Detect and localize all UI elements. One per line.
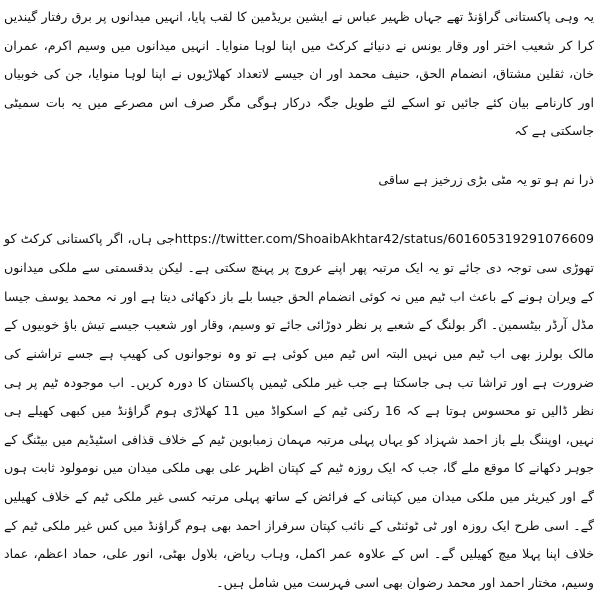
twitter-status-link[interactable]: https://twitter.com/ShoaibAkhtar42/status/601605319291076609 bbox=[174, 231, 594, 247]
paragraph-lead-text: جی ہاں، اگر پاکستانی کرکٹ کو bbox=[4, 230, 175, 246]
poetry-quote: ذرا نم ہو تو یہ مٹی بڑی زرخیز ہے ساقی bbox=[378, 171, 594, 187]
article-paragraph: یہ وہی پاکستانی گراؤنڈ تھے جہاں ظہیر عباس نے ایشین بریڈمین کا لقب پایا، انہیں میدانوں پر برق رفتار گیندیں کرا کر شعیب اختر اور وقار یونس نے دنیائے کرکٹ میں اپنا لوہا منوایا۔ انہیں میدانوں میں وسیم اکرم، عمران خان، ثقلین مشتاق، انضمام الحق، حنیف محمد اور ان جیسے لاتعداد کھلاڑیوں نے اپنا لوہا منوایا، جن کی خوبیاں اور کارنامے بیان کئے جائیں تو اسکے لئے طویل جگہ درکار ہوگی مگر صرف اس مصرعے میں یہ بات سمیٹی جاسکتی ہے کہ bbox=[4, 9, 594, 139]
paragraph-body-text: تھوڑی سی توجہ دی جائے تو یہ ایک مرتبہ پھر اپنے عروج پر پہنچ سکتی ہے۔ لیکن بدقسمتی سے ملکی میدانوں کے ویران ہونے کے باعث اب ٹیم میں نہ کوئی انضمام الحق جیسا بلے باز دکھائی دیتا ہے اور نہ محمد یوسف جیسا مڈل آرڈر بیٹسمین۔ اگر بولنگ کے شعبے پر نظر دوڑائی جائے تو وسیم، وقار اور شعیب جیسے تیش باؤ خوبیوں کے مالک بولرز بھی اب ٹیم میں نہیں البتہ اس ٹیم میں کوئی ہے تو وہ نوجوانوں کی کھیپ ہے جسے تراشنے کی ضرورت ہے اور تراشا تب ہی جاسکتا ہے جب غیر ملکی ٹیمیں پاکستان کا دورہ کریں۔ اب موجودہ ٹیم پر ہی نظر ڈالیں تو محسوس ہوتا ہے کہ 16 رکنی ٹیم کے اسکواڈ میں 11 کھلاڑی ہوم گراؤنڈ میں کبھی کھیلے ہی نہیں، اوپننگ بلے باز احمد شہزاد کو یہاں پہلی مرتبہ مہمان زمبابوین ٹیم کے خلاف قذافی اسٹیڈیم میں بیٹنگ کے جوہر دکھانے کا موقع ملے گا، جب کہ ایک روزہ ٹیم کے کپتان اظہر علی بھی ملکی میدان میں نومولود ثابت ہوں گے اور کیریئر میں ملکی میدان میں کپتانی کے فرائض کے ساتھ پہلی مرتبہ کسی غیر ملکی ٹیم کے خلاف کھیلیں گے۔ اسی طرح ایک روزہ اور ٹی ٹوئنٹی کے نائب کپتان سرفراز احمد بھی ہوم گراؤنڈ میں کس غیر ملکی ٹیم کے خلاف اپنا پہلا میچ کھیلیں گے۔ اس کے علاوہ عمر اکمل، وہاب ریاض، بلاول بھٹی، انور علی، حماد اعظم، عماد وسیم، مختار احمد اور محمد رضوان بھی اسی فہرست میں شامل ہیں۔ bbox=[4, 260, 594, 590]
article-paragraph bbox=[4, 225, 594, 598]
